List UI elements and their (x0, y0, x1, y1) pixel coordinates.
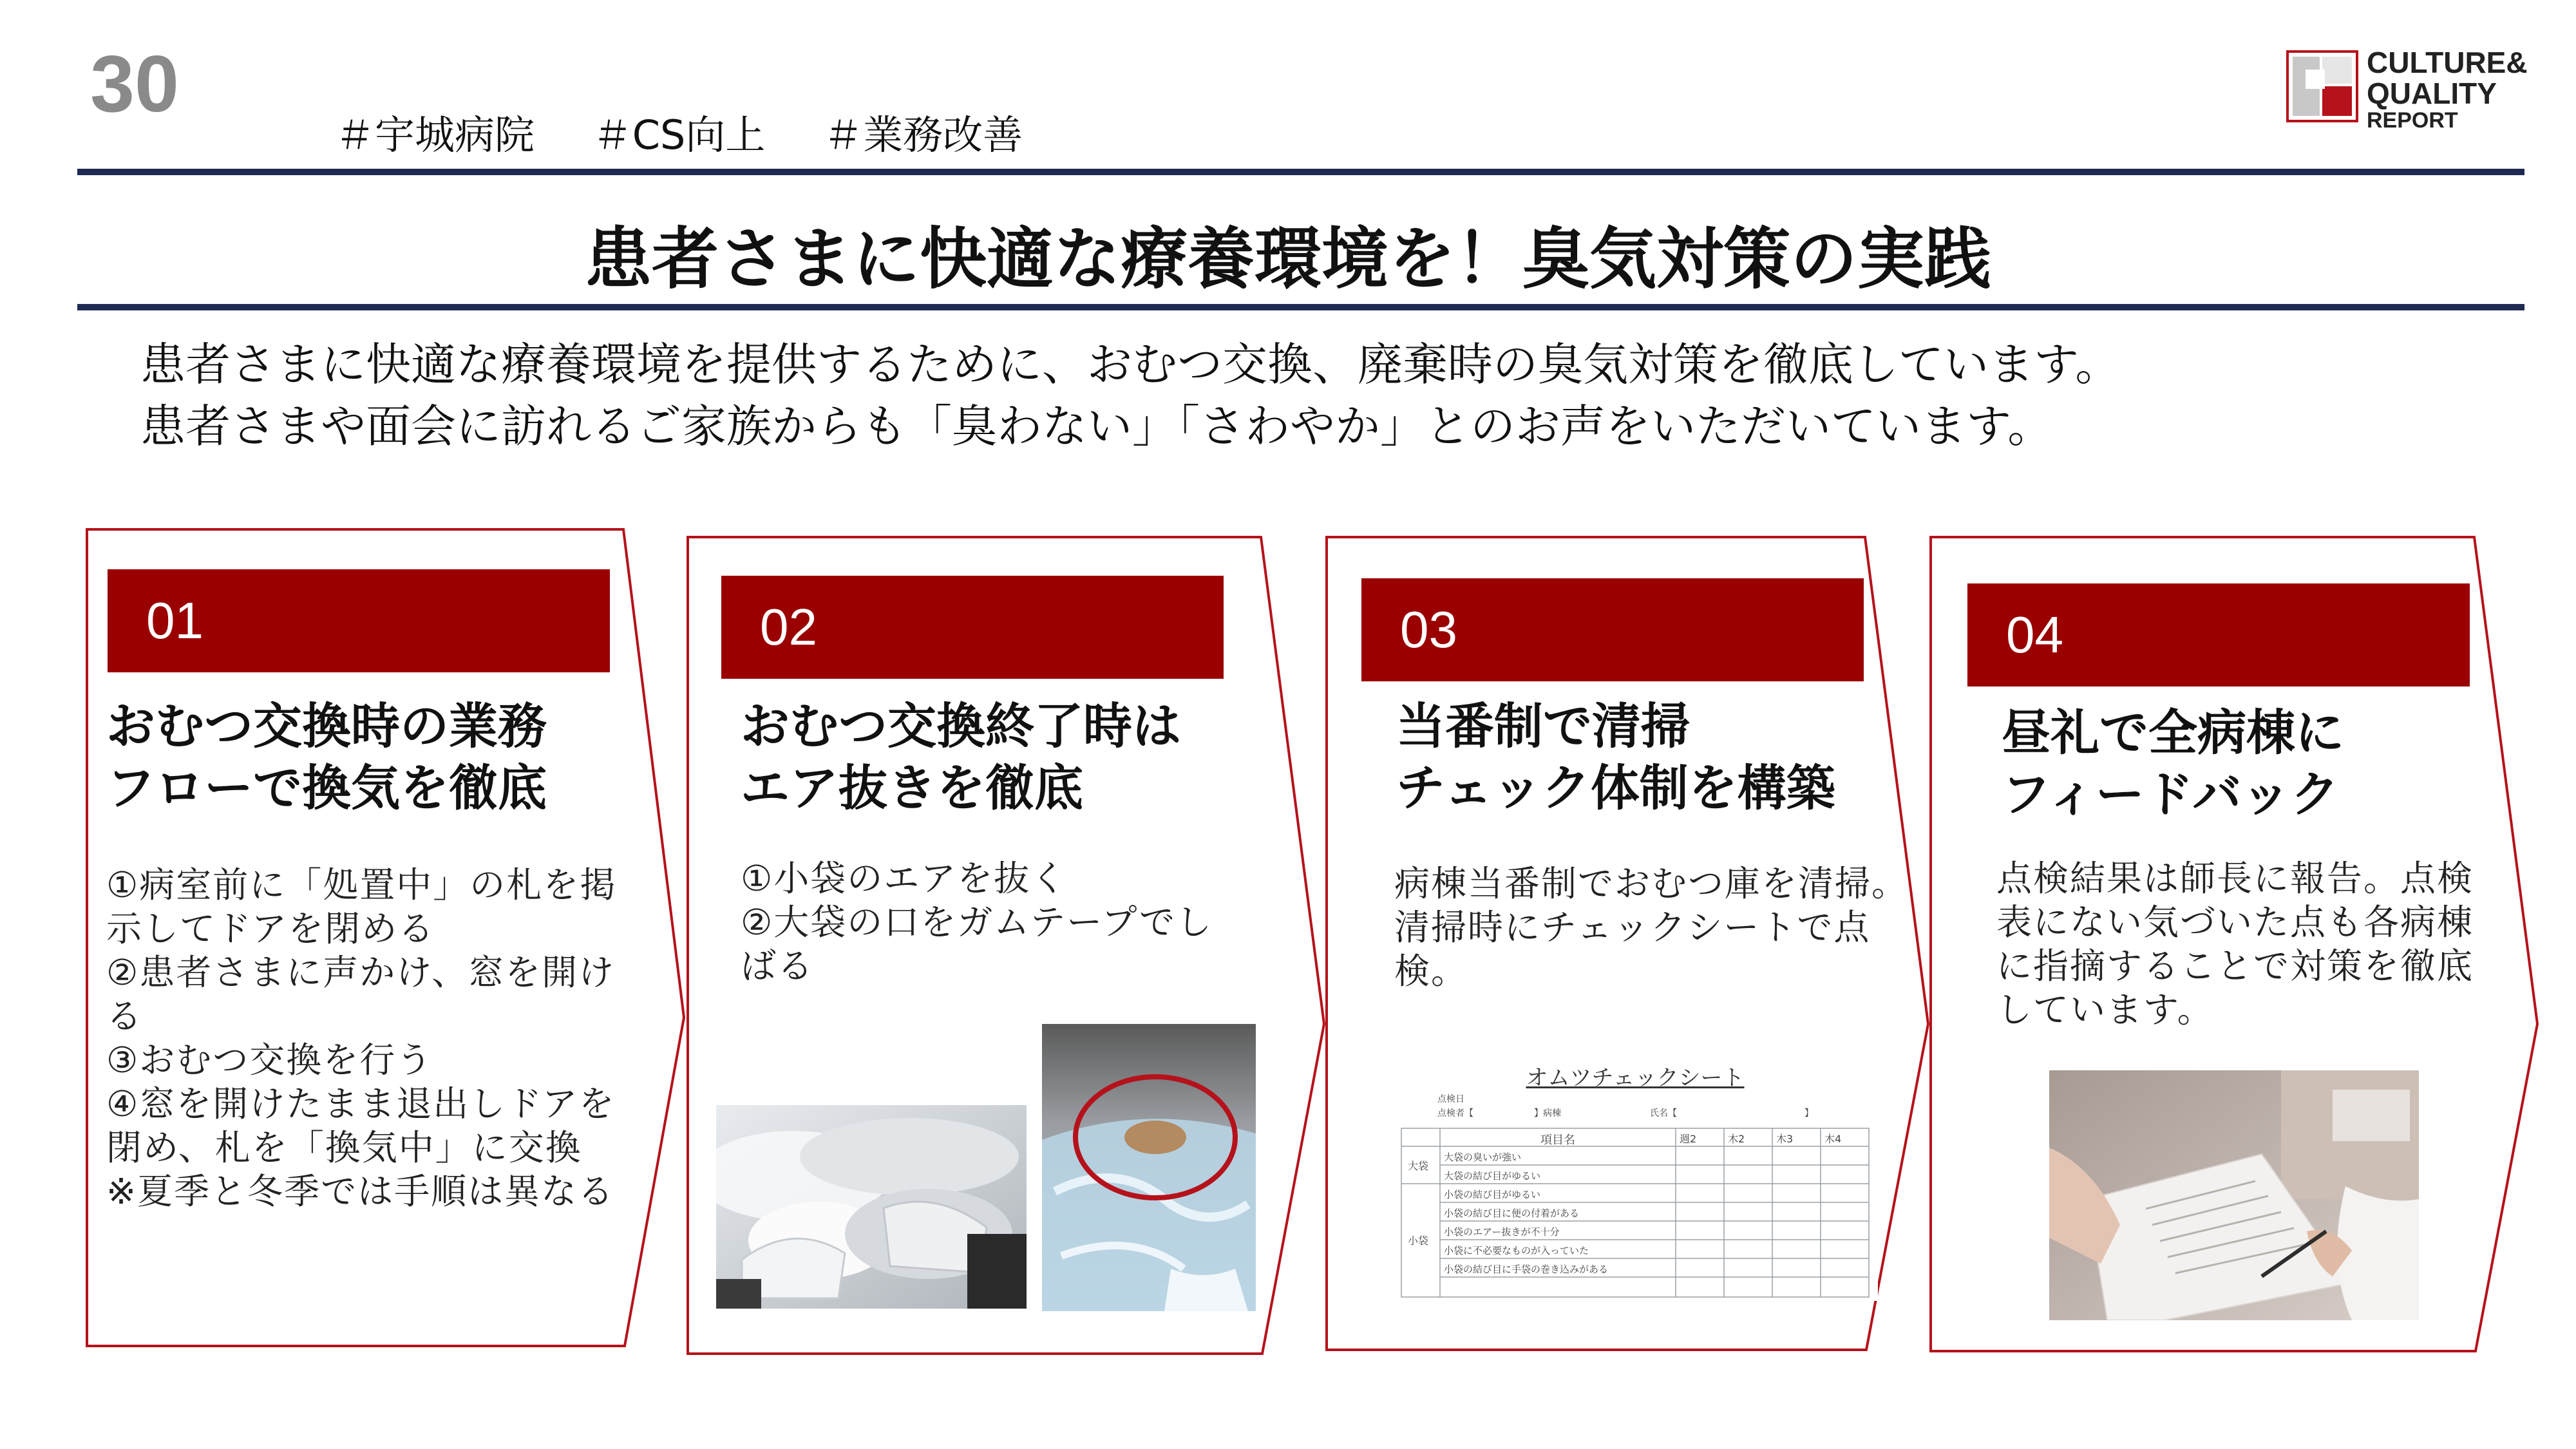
check-sheet-field: 点検日 (1437, 1094, 1464, 1104)
logo-text-line: REPORT (2367, 108, 2458, 133)
step-heading: おむつ交換時の業務 フローで換気を徹底 (106, 697, 547, 817)
check-sheet-header: 木2 (1728, 1133, 1745, 1145)
step-body-line: ②大袋の口をガムテープでしばる (741, 902, 1213, 987)
page-title: 患者さまに快適な療養環境を！臭気対策の実践 (584, 220, 1991, 298)
check-sheet-row: 小袋の結び目に手袋の巻き込みがある (1444, 1264, 1609, 1275)
check-sheet-field: 】 (1804, 1108, 1814, 1119)
step-body-line: ③おむつ交換を行う (106, 1039, 433, 1081)
step-body-line: ※夏季と冬季では手順は異なる (106, 1171, 615, 1212)
step-body-line: ④窓を開けたまま退出しドアを閉め、札を「換気中」に交換 (106, 1083, 616, 1168)
check-sheet-header: 項目名 (1540, 1133, 1575, 1147)
logo-text-line: QUALITY (2367, 77, 2497, 110)
check-sheet-field: 点検者【 (1437, 1108, 1473, 1119)
check-sheet-header: 週2 (1680, 1133, 1697, 1145)
tag: ＃CS向上 (592, 111, 766, 158)
step-number-badge: 03 (1361, 578, 1864, 681)
step-number-badge: 01 (108, 569, 610, 672)
check-sheet-row: 小袋のエアー抜きが不十分 (1444, 1226, 1560, 1238)
check-sheet-title: オムツチェックシート (1526, 1065, 1745, 1091)
check-sheet-header: 木4 (1824, 1133, 1842, 1145)
check-sheet-field: 氏名【 (1650, 1108, 1677, 1119)
step-heading: 昼礼で全病棟に フィードバック (2002, 704, 2344, 823)
step-body (1996, 857, 2505, 1032)
step-body-line: ②患者さまに声かけ、窓を開ける (106, 952, 616, 1037)
page-number: 30 (90, 40, 179, 129)
lead-line: 患者さまや面会に訪れるご家族からも「臭わない」「さわやか」とのお声をいただいています。 (140, 400, 2053, 453)
step-body (106, 863, 621, 1213)
check-sheet-row: 小袋の結び目がゆるい (1444, 1189, 1541, 1200)
check-sheet-row: 小袋に不必要なものが入っていた (1444, 1245, 1589, 1256)
step-body (1394, 862, 1909, 993)
check-sheet-row: 大袋の臭いが強い (1444, 1151, 1522, 1163)
step-heading: 当番制で清掃 チェック体制を構築 (1396, 697, 1835, 817)
step-heading: おむつ交換終了時は エア抜きを徹底 (741, 697, 1181, 817)
check-sheet-header: 木3 (1776, 1133, 1794, 1145)
check-sheet-field: 】病棟 (1534, 1108, 1561, 1119)
logo-text-line: CULTURE& (2367, 46, 2528, 79)
check-sheet-row: 大袋の結び目がゆるい (1444, 1170, 1541, 1182)
step-body-line: ①小袋のエアを抜く (741, 858, 1068, 899)
step-body-line: 点検結果は師長に報告。点検表にない気づいた点も各病棟に指摘することで対策を徹底しています。 (1996, 858, 2474, 1030)
check-sheet-group: 小袋 (1408, 1235, 1429, 1247)
check-sheet-group: 大袋 (1408, 1160, 1429, 1172)
tag: ＃宇城病院 (335, 111, 535, 158)
meeting-documents-photo (2049, 1070, 2419, 1320)
step-body-line: 病棟当番制でおむつ庫を清掃。清掃時にチェックシートで点検。 (1394, 863, 1909, 992)
step-body (741, 857, 1243, 988)
check-sheet-row: 小袋の結び目に便の付着がある (1444, 1208, 1580, 1219)
check-sheet (1392, 1051, 1878, 1301)
step-body-line: ①病室前に「処置中」の札を掲示してドアを閉める (106, 864, 617, 949)
tag: ＃業務改善 (823, 111, 1023, 158)
step-number-badge: 02 (721, 576, 1224, 679)
lead-line: 患者さまに快適な療養環境を提供するために、おむつ交換、廃棄時の臭気対策を徹底しています。 (140, 338, 2121, 391)
gloved-hands-photo (716, 1105, 1027, 1309)
step-number-badge: 04 (1967, 583, 2470, 687)
sealed-bag-photo (1042, 1024, 1256, 1311)
